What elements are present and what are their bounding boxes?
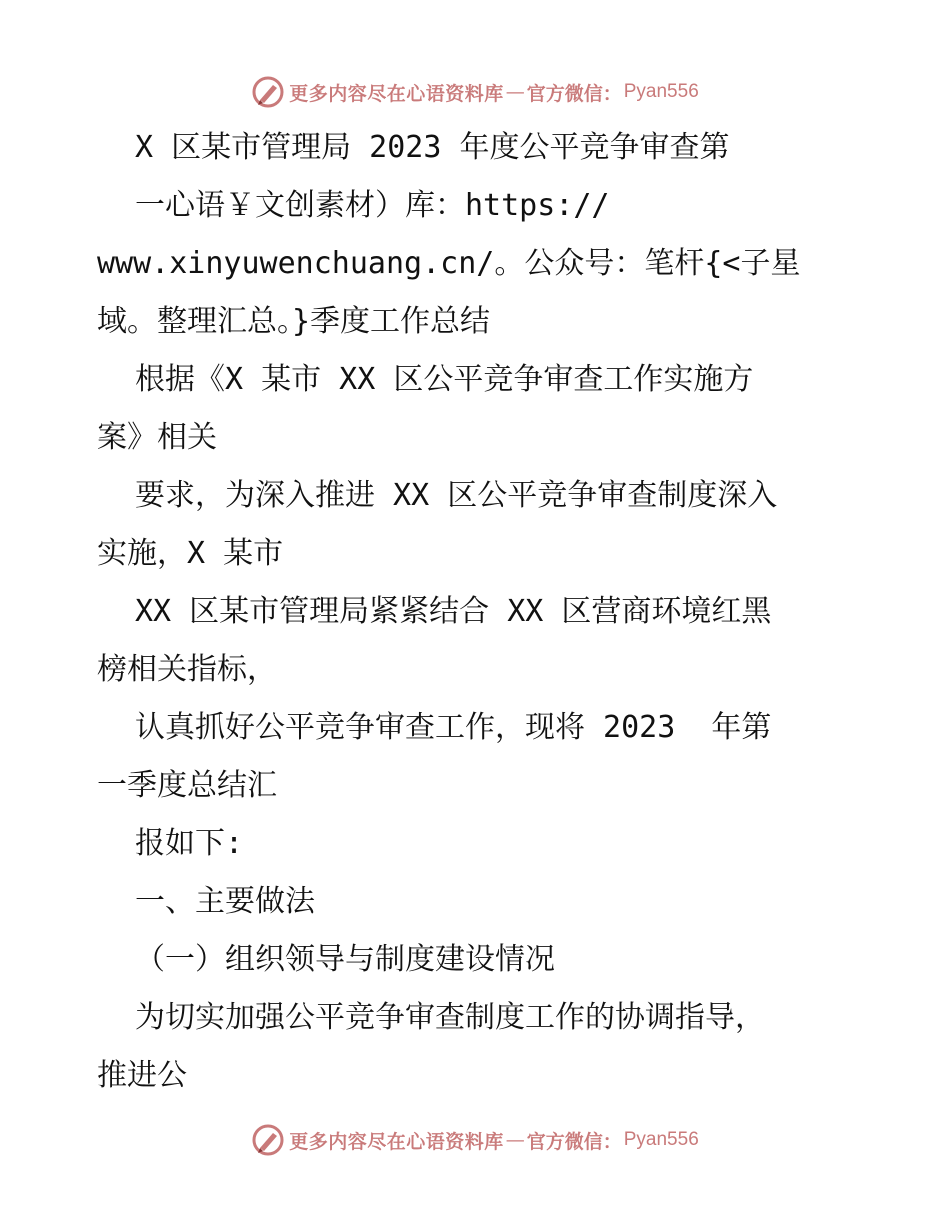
text-line: 案》相关	[97, 420, 217, 455]
header-watermark	[0, 72, 950, 112]
text-line: 报如下:	[135, 826, 244, 861]
watermark-dash: —	[505, 1129, 525, 1151]
watermark-text: 更多内容尽在心语资料库	[289, 1130, 504, 1153]
watermark-wechat-id: Pyan556	[623, 81, 699, 102]
text-line: 推进公	[97, 1058, 187, 1093]
text-line: www.xinyuwenchuang.cn/。公众号：笔杆{<子星	[97, 246, 801, 281]
text-line: 一心语￥文创素材）库：https://	[135, 188, 610, 223]
pen-logo-icon	[251, 1123, 285, 1157]
watermark-wechat-id: Pyan556	[623, 1129, 699, 1150]
text-line: 要求，为深入推进 XX 区公平竞争审查制度深入	[135, 478, 778, 513]
text-line: 认真抓好公平竞争审查工作，现将 2023 年第	[135, 710, 772, 745]
text-line: X 区某市管理局 2023 年度公平竞争审查第	[135, 130, 730, 165]
subsection-heading: （一）组织领导与制度建设情况	[135, 942, 555, 977]
text-line: 一季度总结汇	[97, 768, 277, 803]
watermark-text: 更多内容尽在心语资料库	[289, 82, 504, 105]
watermark-dash: —	[505, 81, 525, 103]
watermark-official: 官方微信：	[526, 1130, 622, 1153]
section-heading: 一、主要做法	[135, 884, 315, 919]
text-line: XX 区某市管理局紧紧结合 XX 区营商环境红黑	[135, 594, 772, 629]
footer-watermark	[0, 1120, 950, 1160]
text-line: 为切实加强公平竞争审查制度工作的协调指导，	[135, 1000, 765, 1035]
text-line: 榜相关指标，	[97, 652, 277, 687]
text-line: 实施，X 某市	[97, 536, 284, 571]
pen-logo-icon	[251, 75, 285, 109]
text-line: 根据《X 某市 XX 区公平竞争审查工作实施方	[135, 362, 754, 397]
text-line: 域。整理汇总。}季度工作总结	[97, 304, 491, 339]
document-body	[97, 119, 857, 1105]
watermark-official: 官方微信：	[526, 82, 622, 105]
